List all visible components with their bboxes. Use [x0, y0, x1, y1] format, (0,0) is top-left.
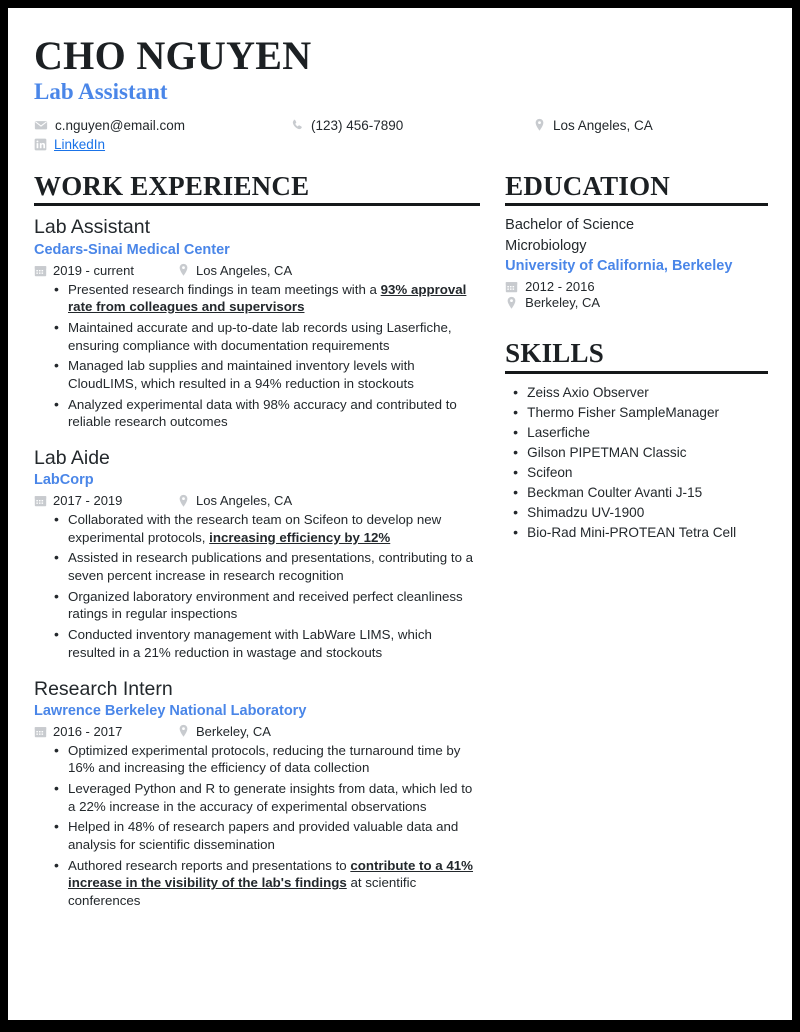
bullet-item: • Maintained accurate and up-to-date lab records using Laserfiche, ensuring compliance with documentation requirements	[54, 319, 480, 354]
left-column	[34, 172, 480, 925]
skill-item: • Laserfiche	[513, 423, 768, 443]
calendar-icon	[34, 494, 47, 507]
bullet-item: • Collaborated with the research team on Scifeon to develop new experimental protocols, increasing efficiency by 12%	[54, 511, 480, 546]
education-school: University of California, Berkeley	[505, 258, 733, 275]
phone-icon	[290, 118, 304, 132]
right-column	[505, 172, 768, 925]
contact-phone-text: (123) 456-7890	[311, 117, 404, 133]
contact-row-secondary	[34, 137, 768, 152]
location-pin-icon	[533, 118, 546, 132]
skill-item: • Zeiss Axio Observer	[513, 383, 768, 403]
section-heading-skills: SKILLS	[505, 339, 768, 374]
education-degree: Bachelor of Science	[505, 217, 635, 234]
contact-row-primary	[34, 118, 768, 133]
work-entry	[34, 215, 480, 431]
work-entry-title: Lab Aide	[34, 446, 110, 469]
resume-body	[34, 172, 768, 925]
contact-email-text: c.nguyen@email.com	[55, 117, 186, 133]
contact-linkedin[interactable]	[34, 137, 290, 152]
location-pin-icon	[177, 263, 190, 277]
skill-item: • Scifeon	[513, 463, 768, 483]
resume-page	[8, 8, 792, 1020]
work-entry-dates: 2017 - 2019	[34, 493, 177, 508]
contact-linkedin-text[interactable]: LinkedIn	[54, 136, 106, 152]
work-entry-meta	[34, 724, 480, 739]
skills-list	[505, 383, 768, 543]
linkedin-icon	[34, 138, 47, 151]
bullet-item: • Authored research reports and presentations to contribute to a 41% increase in the visibility of the lab's findings at scientific conferences	[54, 857, 480, 910]
work-entry-organization: LabCorp	[34, 472, 94, 489]
education-field: Microbiology	[505, 237, 587, 254]
education-location	[505, 295, 768, 310]
work-entry-meta	[34, 493, 480, 508]
work-entry-organization: Cedars-Sinai Medical Center	[34, 241, 230, 258]
work-experience-entries	[34, 215, 480, 909]
work-entry-title: Lab Assistant	[34, 216, 150, 239]
contact-email[interactable]	[34, 118, 290, 133]
education-dates	[505, 279, 768, 294]
skill-item: • Bio-Rad Mini-PROTEAN Tetra Cell	[513, 523, 768, 543]
work-entry-dates: 2016 - 2017	[34, 724, 177, 739]
calendar-icon	[34, 725, 47, 738]
contact-location	[533, 118, 768, 133]
column-gap	[480, 172, 505, 925]
work-entry-bullets	[34, 281, 480, 431]
work-entry-bullets	[34, 511, 480, 661]
work-entry-location: Berkeley, CA	[177, 724, 271, 739]
bullet-item: • Helped in 48% of research papers and provided valuable data and analysis for scientific dissemination	[54, 818, 480, 853]
candidate-job-title: Lab Assistant	[34, 79, 168, 105]
bullet-item: • Organized laboratory environment and received perfect cleanliness ratings in regular inspections	[54, 588, 480, 623]
location-pin-icon	[177, 494, 190, 508]
location-pin-icon	[505, 296, 518, 310]
education-location-text: Berkeley, CA	[525, 295, 601, 311]
bullet-item: • Presented research findings in team meetings with a 93% approval rate from colleagues and supervisors	[54, 281, 480, 316]
section-heading-education: EDUCATION	[505, 172, 768, 207]
skill-item: • Gilson PIPETMAN Classic	[513, 443, 768, 463]
skill-item: • Thermo Fisher SampleManager	[513, 403, 768, 423]
work-entry-title: Research Intern	[34, 677, 173, 700]
work-entry-dates: 2019 - current	[34, 263, 177, 278]
calendar-icon	[34, 264, 47, 277]
section-heading-work-experience: WORK EXPERIENCE	[34, 172, 480, 207]
bullet-item: • Managed lab supplies and maintained inventory levels with CloudLIMS, which resulted in a 94% reduction in stockouts	[54, 357, 480, 392]
work-entry	[34, 677, 480, 910]
contact-phone[interactable]	[290, 118, 533, 133]
work-entry-bullets	[34, 742, 480, 910]
location-pin-icon	[177, 724, 190, 738]
bullet-item: • Analyzed experimental data with 98% accuracy and contributed to reliable research outcomes	[54, 396, 480, 431]
bullet-item: • Leveraged Python and R to generate insights from data, which led to a 22% increase in the accuracy of experimental observations	[54, 780, 480, 815]
skill-item: • Shimadzu UV-1900	[513, 503, 768, 523]
envelope-icon	[34, 118, 48, 132]
work-entry-location: Los Angeles, CA	[177, 493, 292, 508]
bullet-item: • Optimized experimental protocols, reducing the turnaround time by 16% and increasing the efficiency of data collection	[54, 742, 480, 777]
work-entry	[34, 446, 480, 662]
education-entry	[505, 215, 768, 310]
bullet-item: • Assisted in research publications and presentations, contributing to a seven percent increase in research recognition	[54, 549, 480, 584]
contact-location-text: Los Angeles, CA	[553, 117, 653, 133]
bullet-item: • Conducted inventory management with LabWare LIMS, which resulted in a 21% reduction in wastage and stockouts	[54, 626, 480, 661]
work-entry-location: Los Angeles, CA	[177, 263, 292, 278]
candidate-name: CHO NGUYEN	[34, 33, 312, 78]
resume-header	[34, 34, 768, 152]
skill-item: • Beckman Coulter Avanti J-15	[513, 483, 768, 503]
education-dates-text: 2012 - 2016	[525, 279, 595, 295]
work-entry-organization: Lawrence Berkeley National Laboratory	[34, 702, 307, 719]
calendar-icon	[505, 280, 518, 293]
work-entry-meta	[34, 263, 480, 278]
